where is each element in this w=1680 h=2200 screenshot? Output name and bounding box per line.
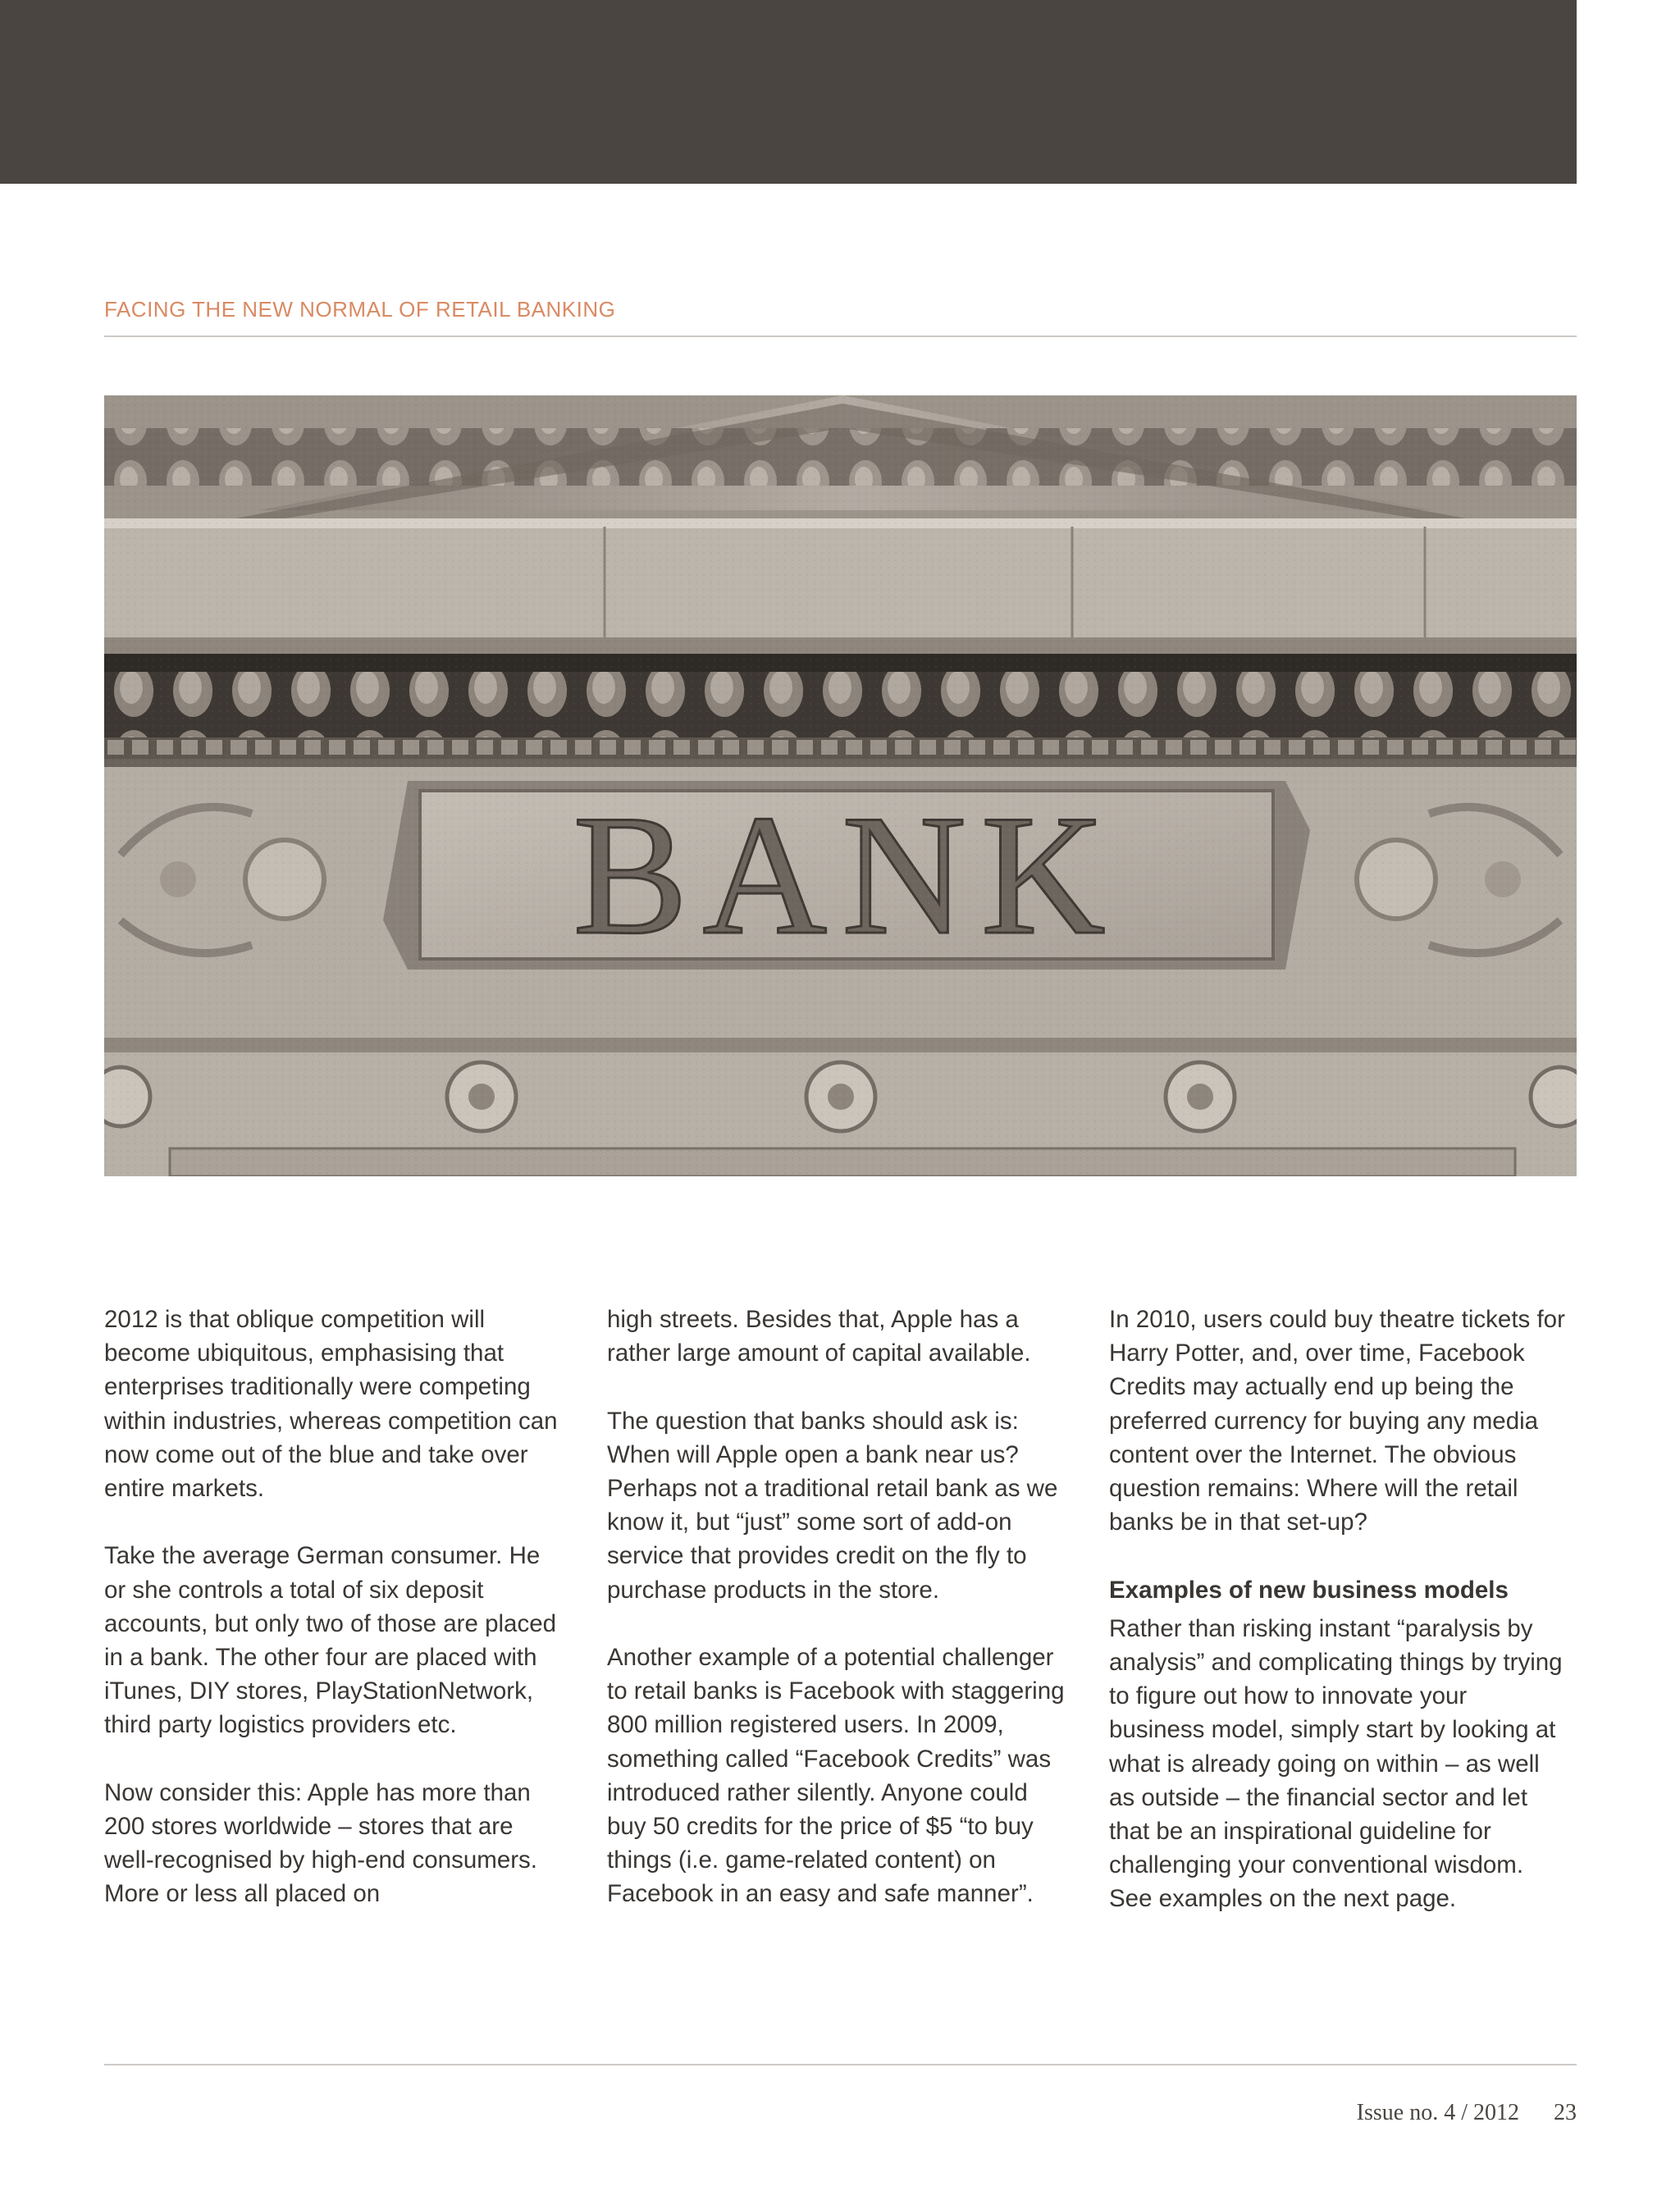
subheading: Examples of new business models	[1109, 1576, 1509, 1604]
page-number: 23	[1554, 2100, 1577, 2125]
top-color-band	[0, 0, 1577, 184]
footer-divider	[104, 2064, 1577, 2065]
paragraph: Rather than risking instant “paralysis by analysis” and complicating things by trying to figure out how to innovate your business model, simply start by looking at what is already going on within – as well as outside – the financial sector and let that be an inspirational guideline for challenging your conventional wisdom. See examples on the next page.	[1109, 1614, 1563, 1913]
section-header: FACING THE NEW NORMAL OF RETAIL BANKING	[104, 297, 616, 322]
page-footer	[1357, 2100, 1577, 2126]
issue-label: Issue no. 4 / 2012	[1356, 2100, 1519, 2125]
text-column-1	[104, 1303, 564, 1911]
paragraph: high streets. Besides that, Apple has a rather large amount of capital available.	[607, 1306, 1031, 1367]
paragraph: Take the average German consumer. He or she controls a total of six deposit accounts, but only two of those are placed in a bank. The other four are placed with iTunes, DIY stores, PlayStationNetwork, third party logistics providers etc.	[104, 1542, 557, 1739]
paragraph: In 2010, users could buy theatre tickets for Harry Potter, and, over time, Facebook Credits may actually end up being the preferred currency for buying any media content over the Internet. The obvious question remains: Where will the retail banks be in that set-up?	[1109, 1306, 1565, 1536]
paragraph: Now consider this: Apple has more than 200 stores worldwide – stores that are well-recognised by high-end consumers. More or less all placed on	[104, 1778, 537, 1908]
paragraph: 2012 is that oblique competition will become ubiquitous, emphasising that enterprises traditionally were competing within industries, whereas competition can now come out of the blue and take over entire markets.	[104, 1306, 558, 1503]
bank-facade-photo	[104, 395, 1577, 1176]
text-column-2	[607, 1303, 1066, 1911]
paragraph: The question that banks should ask is: When will Apple open a bank near us? Perhaps not a traditional retail bank as we know it, but “just” some sort of add-on service that provides credit on the fly to purchase products in the store.	[607, 1407, 1058, 1604]
paragraph: Another example of a potential challenger to retail banks is Facebook with staggering 800 million registered users. In 2009, something called “Facebook Credits” was introduced rather silently. Anyone could buy 50 credits for the price of $5 “to buy things (i.e. game-related content) on Facebook in an easy and safe manner”.	[607, 1644, 1065, 1908]
text-column-3	[1109, 1303, 1568, 1916]
header-divider	[104, 335, 1577, 337]
